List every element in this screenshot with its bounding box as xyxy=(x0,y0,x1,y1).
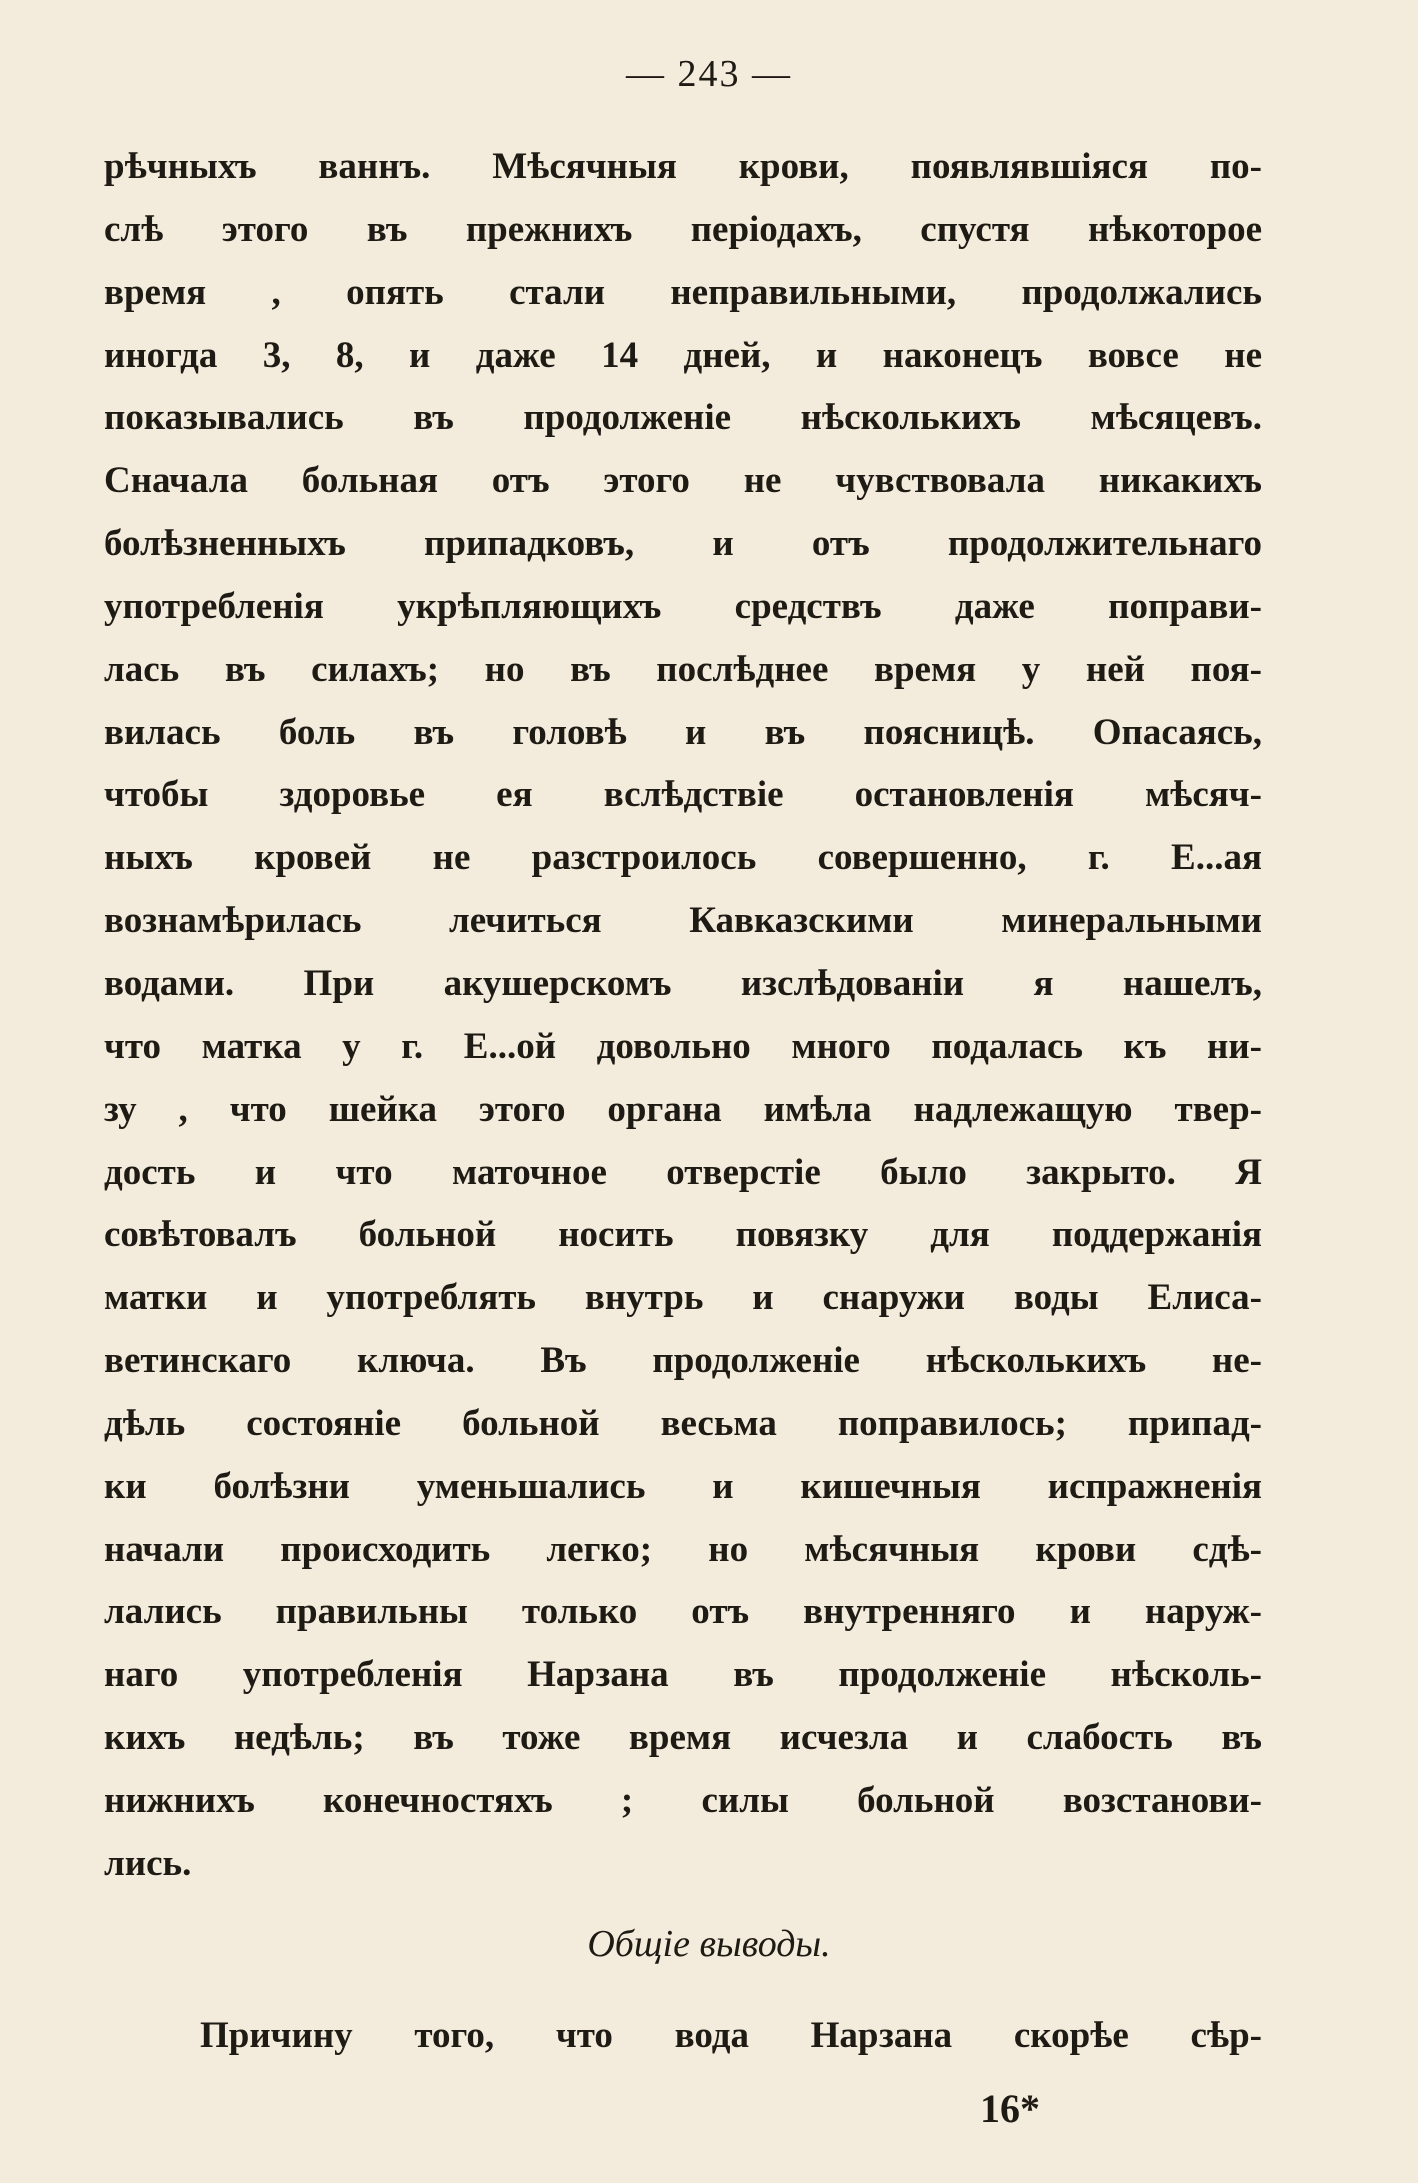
text-line: начали происходить легко; но мѣсячныя крови сдѣ- xyxy=(104,1528,1262,1570)
text-line: время , опять стали неправильными, продолжались xyxy=(104,271,1262,313)
text-line: наго употребленія Нарзана въ продолженіе нѣсколь- xyxy=(104,1654,1262,1696)
text-line: показывались въ продолженіе нѣсколькихъ мѣсяцевъ. xyxy=(104,397,1262,439)
text-line: дѣль состояніе больной весьма поправилось; припад- xyxy=(104,1402,1262,1444)
text-line: что матка у г. Е...ой довольно много подалась къ ни- xyxy=(104,1025,1262,1067)
paragraph-first-line: Причину того, что вода Нарзана скорѣе сѣр- xyxy=(200,2015,1262,2056)
text-line: вознамѣрилась лечиться Кавказскими минеральными xyxy=(104,900,1262,942)
text-line: лись. xyxy=(104,1842,192,1884)
text-line: дость и что маточное отверстіе было закрыто. Я xyxy=(104,1151,1262,1193)
text-line: матки и употреблять внутрь и снаружи воды Елиса- xyxy=(104,1277,1262,1319)
text-line: ныхъ кровей не разстроилось совершенно, г. Е...ая xyxy=(104,837,1262,879)
text-line: нижнихъ конечностяхъ ; силы больной возстанови- xyxy=(104,1779,1262,1821)
text-line: лались правильны только отъ внутренняго и наруж- xyxy=(104,1591,1262,1633)
text-line: ветинскаго ключа. Въ продолженіе нѣсколькихъ не- xyxy=(104,1340,1262,1382)
text-line: Сначала больная отъ этого не чувствовала никакихъ xyxy=(104,460,1262,502)
text-line: рѣчныхъ ваннъ. Мѣсячныя крови, появлявшіяся по- xyxy=(104,146,1262,187)
text-line: ки болѣзни уменьшались и кишечныя испражненія xyxy=(104,1465,1262,1507)
text-line: иногда 3, 8, и даже 14 дней, и наконецъ вовсе не xyxy=(104,334,1262,376)
page-number: — 243 — xyxy=(626,53,792,95)
text-line: совѣтовалъ больной носить повязку для поддержанія xyxy=(104,1214,1262,1256)
text-line: употребленія укрѣпляющихъ средствъ даже поправи- xyxy=(104,585,1262,627)
signature-mark: 16* xyxy=(980,2086,1040,2131)
section-heading: Общіе выводы. xyxy=(587,1923,831,1965)
text-line: болѣзненныхъ припадковъ, и отъ продолжительнаго xyxy=(104,523,1262,565)
text-line: водами. При акушерскомъ изслѣдованіи я нашелъ, xyxy=(104,962,1262,1004)
text-line: чтобы здоровье ея вслѣдствіе остановленія мѣсяч- xyxy=(104,774,1262,816)
text-line: зу , что шейка этого органа имѣла надлежащую твер- xyxy=(104,1088,1262,1130)
body-text xyxy=(104,136,1262,1896)
text-line: слѣ этого въ прежнихъ періодахъ, спустя нѣкоторое xyxy=(104,208,1262,250)
text-line: кихъ недѣль; въ тоже время исчезла и слабость въ xyxy=(104,1717,1262,1759)
text-line: лась въ силахъ; но въ послѣднее время у ней поя- xyxy=(104,648,1262,690)
text-line: вилась боль въ головѣ и въ поясницѣ. Опасаясь, xyxy=(104,711,1262,753)
